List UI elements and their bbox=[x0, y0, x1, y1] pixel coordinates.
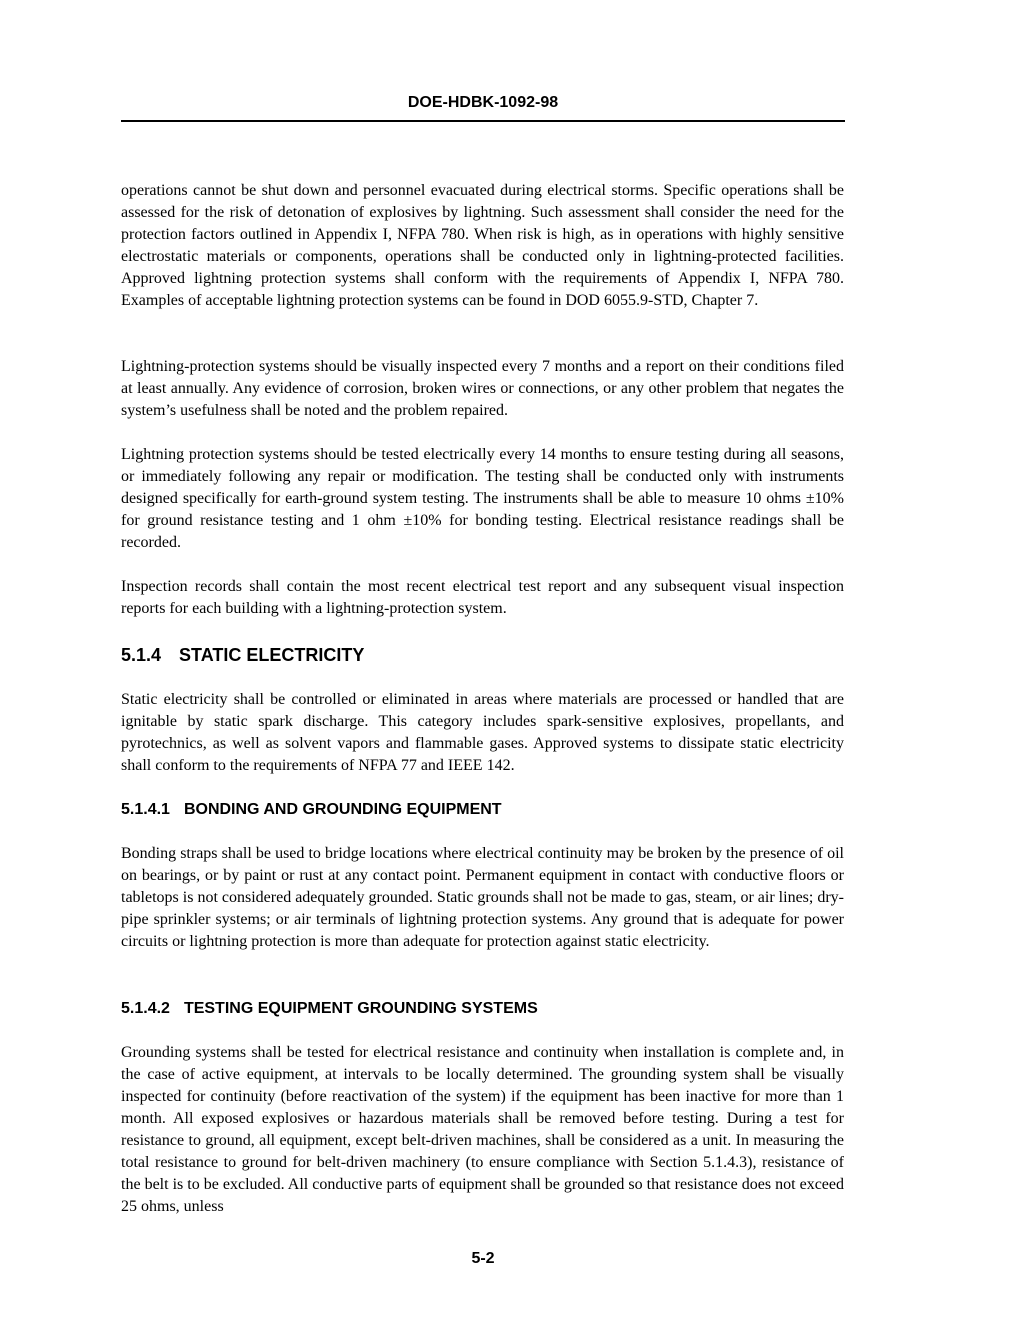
heading-title: BONDING AND GROUNDING EQUIPMENT bbox=[183, 801, 502, 818]
paragraph-visual-inspection: Lightning-protection systems should be visually inspected every 7 months and a report on their conditions filed at least annually. Any evidence of corrosion, broken wires or connections, or any other problem that negates the system’s usefulness shall be noted and the problem repaired. bbox=[121, 358, 844, 419]
paragraph-lightning-risk: operations cannot be shut down and personnel evacuated during electrical storms. Specific operations shall be assessed for the risk of detonation of explosives by lightning. Such assessment shall consider the need for the protection factors outlined in Appendix I, NFPA 780. When risk is high, as in operations with highly sensitive electrostatic materials or components, operations shall be conducted only in lightning-protected facilities. Approved lightning protection systems shall conform with the requirements of Appendix I, NFPA 780. Examples of acceptable lightning protection systems can be found in DOD 6055.9-STD, Chapter 7. bbox=[121, 182, 844, 309]
heading-static-electricity bbox=[121, 643, 844, 667]
paragraph-static-electricity: Static electricity shall be controlled or eliminated in areas where materials are processed or handled that are ignitable by static spark discharge. This category includes spark-sensitive explosives, propellants, and pyrotechnics, as well as solvent vapors and flammable gases. Approved systems to dissipate static electricity shall conform to the requirements of NFPA 77 and IEEE 142. bbox=[121, 691, 844, 774]
heading-number: 5.1.4 bbox=[121, 645, 162, 665]
heading-number: 5.1.4.2 bbox=[121, 1000, 170, 1017]
paragraph-bonding-straps: Bonding straps shall be used to bridge locations where electrical continuity may be broken by the presence of oil on bearings, or by paint or rust at any contact point. Permanent equipment in contact with conductive floors or tabletops is not considered adequately grounded. Static grounds shall not be made to gas, steam, or air lines; dry-pipe sprinkler systems; or air terminals of lightning protection systems. Any ground that is adequate for power circuits or lightning protection is more than adequate for protection against static electricity. bbox=[121, 845, 844, 950]
paragraph-grounding-tests: Grounding systems shall be tested for electrical resistance and continuity when installation is complete and, in the case of active equipment, at intervals to be locally determined. The grounding system shall be visually inspected for continuity (before reactivation of the system) if the equipment has been inactive for more than 1 month. All exposed explosives or hazardous materials shall be removed before testing. During a test for resistance to ground, all equipment, except belt-driven machines, shall be considered as a unit. In measuring the total resistance to ground for belt-driven machinery (to ensure compliance with Section 5.1.4.3), resistance of the belt is to be excluded. All conductive parts of equipment shall be grounded so that resistance does not exceed 25 ohms, unless bbox=[121, 1044, 844, 1215]
heading-number: 5.1.4.1 bbox=[121, 801, 170, 818]
heading-bonding-grounding bbox=[121, 799, 844, 821]
running-header: DOE-HDBK-1092-98 bbox=[407, 94, 559, 111]
heading-testing-grounding bbox=[121, 998, 844, 1020]
page-number: 5-2 bbox=[471, 1250, 495, 1267]
paragraph-electrical-testing: Lightning protection systems should be tested electrically every 14 months to ensure testing during all seasons, or immediately following any repair or modification. The testing shall be conducted only with instruments designed specifically for earth-ground system testing. The instruments shall be able to measure 10 ohms ±10% for ground resistance testing and 1 ohm ±10% for bonding testing. Electrical resistance readings shall be recorded. bbox=[121, 446, 844, 551]
heading-title: STATIC ELECTRICITY bbox=[179, 645, 365, 665]
header-rule bbox=[121, 120, 845, 122]
heading-title: TESTING EQUIPMENT GROUNDING SYSTEMS bbox=[183, 1000, 538, 1017]
paragraph-inspection-records: Inspection records shall contain the most recent electrical test report and any subsequent visual inspection reports for each building with a lightning-protection system. bbox=[121, 578, 844, 617]
